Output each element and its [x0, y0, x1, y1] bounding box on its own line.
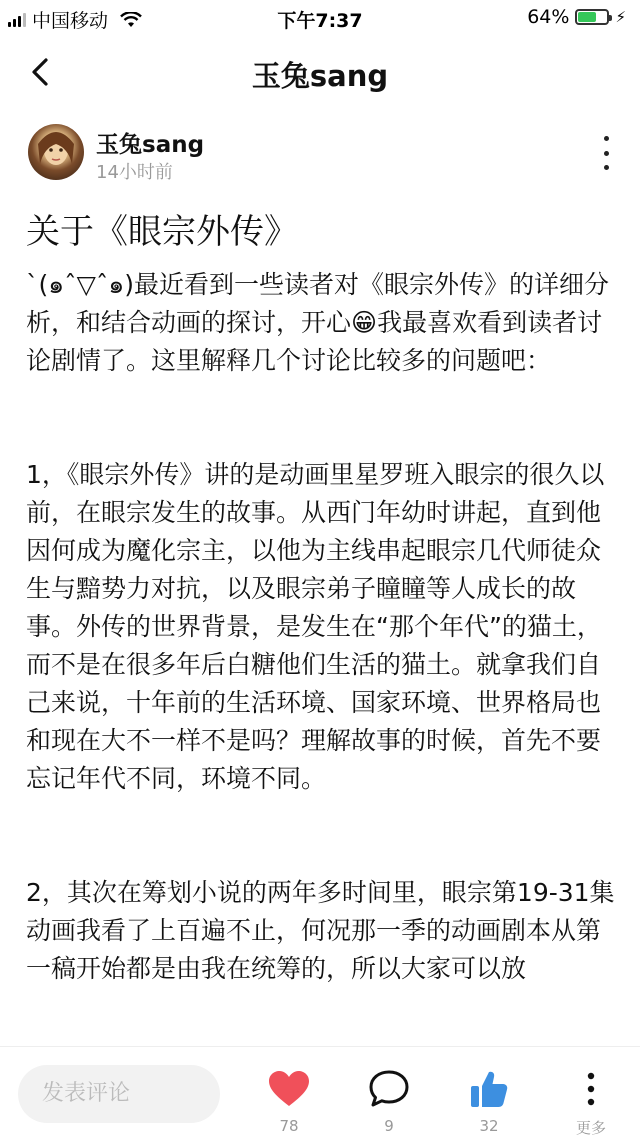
article-title: 关于《眼宗外传》	[26, 212, 298, 252]
like-count: 78	[279, 1117, 299, 1135]
status-time: 下午7:37	[277, 10, 363, 32]
comment-input[interactable]: 发表评论	[18, 1065, 220, 1123]
avatar-image	[28, 124, 84, 180]
status-bar	[0, 0, 640, 36]
nav-bar	[0, 44, 640, 104]
carrier-name: 中国移动	[32, 10, 109, 32]
article-body	[26, 266, 616, 988]
like-button[interactable]	[254, 1059, 324, 1139]
more-button[interactable]	[556, 1059, 626, 1139]
bottom-action-bar	[0, 1046, 640, 1140]
article-paragraph: `(๑ˆ▽ˆ๑)最近看到一些读者对《眼宗外传》的详细分析，和结合动画的探讨，开心😁我最喜欢看到读者讨论剧情了。这里解释几个讨论比较多的问题吧：	[26, 270, 609, 375]
post-time: 14小时前	[96, 162, 173, 183]
page-title: 玉兔sang	[251, 59, 389, 93]
article-paragraph: 2，其次在筹划小说的两年多时间里，眼宗第19-31集动画我看了上百遍不止，何况那一季的动画剧本从第一稿开始都是由我在统筹的，所以大家可以放	[26, 878, 615, 983]
avatar[interactable]	[28, 124, 84, 180]
status-right	[527, 6, 626, 28]
battery-fill	[578, 12, 596, 22]
comment-bubble-icon	[368, 1069, 410, 1109]
author-name[interactable]: 玉兔sang	[96, 132, 205, 158]
comment-button[interactable]	[354, 1059, 424, 1139]
more-vertical-icon[interactable]	[598, 136, 614, 170]
charging-icon: ⚡	[615, 8, 626, 26]
thumbs-up-icon	[469, 1069, 509, 1109]
thumbs-up-button[interactable]	[454, 1059, 524, 1139]
more-vertical-icon	[586, 1072, 596, 1106]
battery-icon	[575, 9, 609, 25]
battery-percent: 64%	[527, 6, 570, 28]
comment-count: 9	[384, 1117, 394, 1135]
heart-icon	[268, 1070, 310, 1108]
thumbs-count: 32	[479, 1117, 499, 1135]
more-label: 更多	[575, 1119, 606, 1137]
article-paragraph: 1，《眼宗外传》讲的是动画里星罗班入眼宗的很久以前，在眼宗发生的故事。从西门年幼时讲起，直到他因何成为魔化宗主，以他为主线串起眼宗几代师徒众生与黯势力对抗，以及眼宗弟子瞳瞳等人成长的故事。外传的世界背景，是发生在“那个年代”的猫土，而不是在很多年后白糖他们生活的猫土。就拿我们自己来说，十年前的生活环境、国家环境、世界格局也和现在大不一样不是吗？理解故事的时候，首先不要忘记年代不同，环境不同。	[26, 460, 605, 793]
author-row	[28, 124, 612, 184]
